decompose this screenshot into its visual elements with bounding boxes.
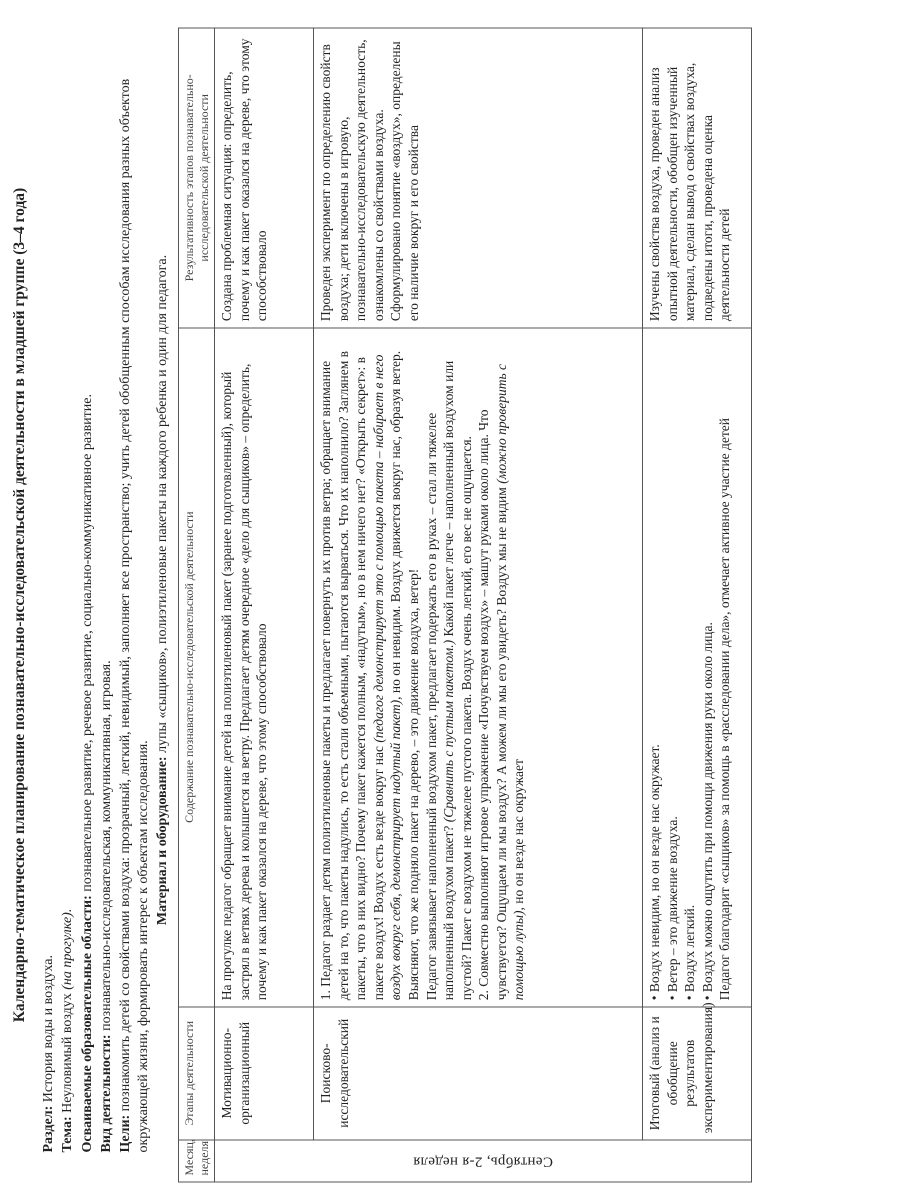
content-text: но он невидим. Воздух движется вокруг нас, образуя ветер. Выясняют, что же подняло пакет на дерево, – это движение воздуха, ветер! (388, 350, 421, 1001)
stage-cell: Поисково-исследовательский (314, 1007, 643, 1140)
section-label: Раздел: (41, 1105, 57, 1153)
section-value: История воды и воздуха. (41, 954, 57, 1103)
header-stages: Этапы деятельности (179, 1007, 215, 1140)
content-text: 1. Педагог раздает детям полиэтиленовые пакеты и предлагает повернуть их против ветра; обращает внимание детей на то, что пакеты надулись, то есть стали объемными, пытаются вырваться. Что их наполнило? Заглянем в пакеты, что в них видно? Почему пакет кажется полным, «надутым», но в нем ничего нет? «Открыть секрет»: в пакете воздух! Воздух есть везде вокруг нас (318, 350, 386, 1001)
table-row (643, 28, 752, 1182)
content-text: Педагог завязывает наполненный воздухом пакет, предлагает подержать его в руках – стал ли тяжелее наполненный воздухом пакет? (423, 412, 457, 1001)
month-cell (215, 1140, 752, 1182)
lesson-meta (40, 28, 172, 1183)
kind-value: познавательно-исследовательская, коммуникативная, игровая. (98, 660, 114, 1031)
areas-label: Осваиваемые образовательные области: (79, 895, 95, 1153)
bullet-item: • Воздух можно ощутить при помощи движения руки около лица. (699, 622, 715, 1001)
goals-label: Цели: (117, 1114, 133, 1153)
topic-note: (на прогулке). (60, 908, 76, 990)
content-paragraph (475, 334, 528, 1000)
document-page (10, 28, 890, 1183)
content-paragraph (423, 334, 476, 1000)
stage-cell: Итоговый (анализ и обобщение результатов экспериментирования) (643, 1007, 752, 1140)
materials-value: лупы «сыщиков», полиэтиленовые пакеты на каждого ребенка и один для педагога. (155, 254, 171, 753)
closing-text: Педагог благодарит «сыщиков» за помощь в «расследовании дела», отмечает активное участие детей (717, 417, 733, 1001)
goals-value: познакомить детей со свойствами воздуха: прозрачный, легкий, невидимый, заполняет все пространство; учить детей обобщенным способам исследования разных объектов окружающей жизни, формировать интерес к объектам исследования. (117, 78, 152, 1153)
bullet-item: • Воздух легкий. (682, 904, 698, 1001)
header-content: Содержание познавательно-исследовательской деятельности (179, 328, 215, 1007)
content-italic: (можно проверить с помощью лупы), (493, 364, 527, 1001)
planning-table (178, 28, 752, 1183)
table-row (314, 28, 643, 1182)
content-text: Какой пакет легче – наполненный воздухом или пустой? Пакет с воздухом не тяжелее пустого пакета. Воздух очень легкий, его вес не ощущается. (441, 360, 474, 1001)
bullet-item: • Ветер – это движение воздуха. (664, 816, 680, 1001)
content-paragraph (317, 334, 422, 1000)
result-cell: Проведен эксперимент по определению свойств воздуха; дети включены в игровую, познавательно-исследовательскую деятельность, ознакомлены со свойствами воздуха. Сформулировано понятие «воздух», определены его наличие вокруг и его свойства (314, 28, 643, 328)
table-row (215, 28, 314, 1182)
materials-label: Материал и оборудование: (155, 756, 171, 926)
bullet-item: • Воздух невидим, но он везде нас окружает. (647, 744, 663, 1001)
kind-line (98, 28, 116, 1153)
stage-cell: Мотивационно-организационный (215, 1007, 314, 1140)
result-cell: Создана проблемная ситуация: определить, почему и как пакет оказался на дереве, что этому способствовало (215, 28, 314, 328)
materials-line (154, 28, 172, 1153)
table-header-row (179, 28, 215, 1182)
header-results: Результативность этапов познавательно-исследовательской деятельности (179, 28, 215, 328)
section-line (40, 28, 58, 1153)
content-italic: (Сравнить с пустым пакетом.) (441, 639, 457, 823)
areas-line (79, 28, 97, 1153)
month-label: Сентябрь, 2-я неделя (413, 1153, 554, 1170)
content-cell: На прогулке педагог обращает внимание детей на полиэтиленовый пакет (заранее подготовленный), который застрял в ветвях дерева и колышется на ветру. Предлагает детям очередное «дело для сыщиков» – определить, почему и как пакет оказался на дереве, что этому способствовало (215, 328, 314, 1007)
content-italic: (педагог демонстрирует это с помощью пакета – набирает в него воздух вокруг себя, демонстрирует надутый пакет), (370, 354, 404, 1001)
content-cell (314, 328, 643, 1007)
result-cell: Изучены свойства воздуха, проведен анализ опытной деятельности, обобщен изученный материал, сделан вывод о свойствах воздуха, подведены итоги, проведена оценка деятельности детей (643, 28, 752, 328)
goals-line (117, 28, 153, 1153)
content-text: 2. Совместно выполняют игровое упражнение «Почувствуем воздух» – машут руками около лица. Что чувствуется? Ощущаем ли мы воздух? А можем ли мы его увидеть? Воздух мы не видим (476, 409, 509, 1001)
page-title: Календарно-тематическое планирование познавательно-исследовательской деятельности в младшей группе (3–4 года) (11, 187, 28, 1023)
content-text: но он везде нас окружает (511, 759, 527, 904)
content-cell (643, 328, 752, 1007)
header-month: Месяц, неделя (179, 1140, 215, 1182)
kind-label: Вид деятельности: (98, 1034, 114, 1153)
topic-label: Тема: (60, 1116, 76, 1153)
topic-line (59, 28, 77, 1153)
topic-value: Неуловимый воздух (60, 993, 76, 1113)
areas-value: познавательное развитие, речевое развитие, социально-коммуникативное развитие. (79, 394, 95, 892)
